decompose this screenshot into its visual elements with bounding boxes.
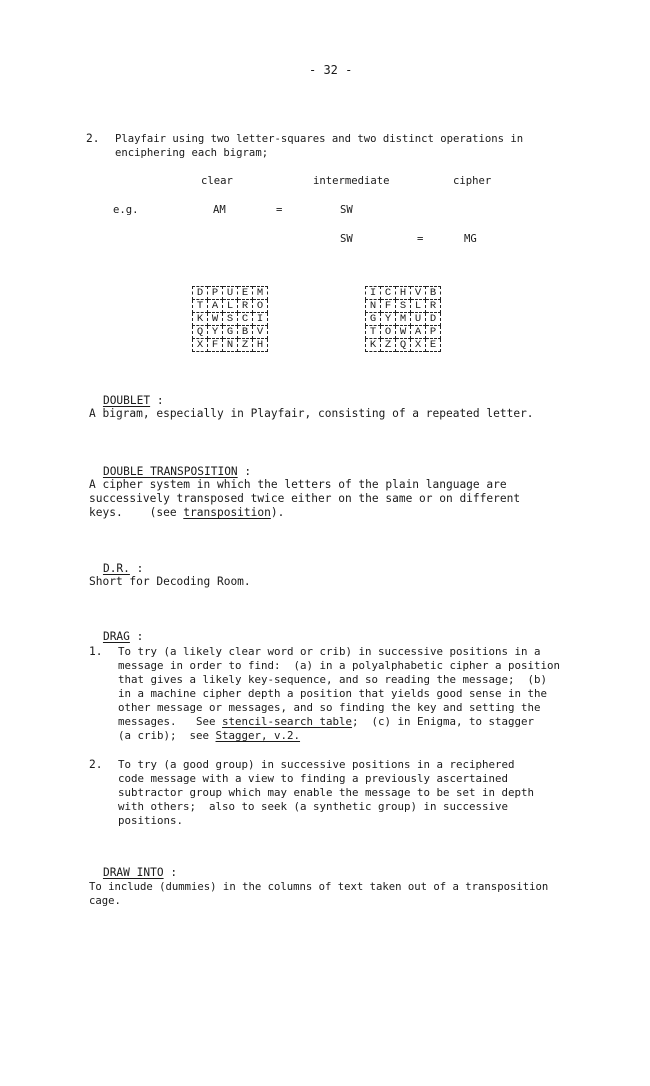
drag-item-1-line-6 (118, 715, 534, 729)
term-colon: : (136, 562, 144, 575)
term-colon: : (156, 394, 164, 407)
square-cell: E (238, 287, 253, 300)
cross-reference-link[interactable]: transposition (183, 506, 271, 519)
definition-line-2: successively transposed twice either on the same or on different (89, 492, 521, 505)
definition-text: Short for Decoding Room. (89, 575, 251, 588)
term-heading: DRAW INTO (102, 866, 164, 879)
square-cell: H (396, 287, 411, 300)
term-heading: DRAG (102, 630, 130, 643)
letter-square-right (365, 286, 441, 352)
term-colon: : (136, 630, 144, 643)
square-cell: L (223, 300, 238, 313)
square-row (366, 339, 441, 352)
square-cell: Q (396, 339, 411, 352)
column-header-cipher: cipher (453, 175, 492, 187)
playfair-line-2: enciphering each bigram; (115, 147, 269, 159)
example-cipher: MG (464, 233, 477, 245)
item-number: 1. (89, 645, 103, 658)
square-cell: Y (381, 313, 396, 326)
square-cell: C (238, 313, 253, 326)
example-intermediate-2: SW (340, 233, 353, 245)
square-row (366, 313, 441, 326)
text-fragment: keys. (see (89, 506, 184, 519)
item-number: 2. (86, 132, 100, 145)
square-cell: W (208, 313, 223, 326)
square-row (366, 287, 441, 300)
square-cell: D (426, 313, 441, 326)
cross-reference-link[interactable]: Stagger, v.2. (215, 729, 301, 742)
square-cell: U (411, 313, 426, 326)
square-cell: A (208, 300, 223, 313)
square-cell: S (396, 300, 411, 313)
square-cell: I (253, 313, 268, 326)
square-cell: P (208, 287, 223, 300)
square-cell: M (396, 313, 411, 326)
square-cell: G (223, 326, 238, 339)
term-colon: : (170, 866, 178, 879)
text-fragment: messages. See (118, 715, 223, 728)
square-cell: X (193, 339, 208, 352)
square-cell: K (366, 339, 381, 352)
definition-line-1: To include (dummies) in the columns of text taken out of a transposition (89, 881, 549, 893)
square-cell: F (208, 339, 223, 352)
square-cell: A (411, 326, 426, 339)
text-fragment: ; (c) in Enigma, to stagger (352, 715, 535, 728)
letter-square-left (192, 286, 268, 352)
square-cell: C (381, 287, 396, 300)
example-equals: = (276, 204, 283, 216)
square-row (193, 339, 268, 352)
drag-item-2-line-1: To try (a good group) in successive positions in a reciphered (118, 758, 515, 771)
square-cell: Z (238, 339, 253, 352)
square-cell: X (411, 339, 426, 352)
definition-text: A bigram, especially in Playfair, consisting of a repeated letter. (89, 407, 534, 420)
example-intermediate: SW (340, 204, 353, 216)
square-cell: T (193, 300, 208, 313)
square-cell: B (426, 287, 441, 300)
definition-line-2: cage. (89, 895, 121, 907)
page-number: - 32 - (309, 63, 353, 77)
playfair-line-1: Playfair using two letter-squares and two distinct operations in (115, 133, 524, 145)
square-cell: U (223, 287, 238, 300)
square-cell: L (411, 300, 426, 313)
drag-item-1-line-3: that gives a likely key-sequence, and so reading the message; (b) (118, 673, 548, 686)
square-cell: S (223, 313, 238, 326)
drag-item-2-line-3: subtractor group which may enable the message to be set in depth (118, 786, 535, 799)
square-cell: Q (193, 326, 208, 339)
example-label: e.g. (113, 204, 139, 216)
drag-item-2-line-2: code message with a view to finding a previously ascertained (118, 772, 509, 785)
square-cell: K (193, 313, 208, 326)
drag-item-1-line-5: other message or messages, and so finding the key and setting the (118, 701, 541, 714)
square-cell: R (238, 300, 253, 313)
text-fragment: (a crib); see (118, 729, 216, 742)
square-cell: N (366, 300, 381, 313)
square-cell: W (396, 326, 411, 339)
definition-line-1: A cipher system in which the letters of the plain language are (89, 478, 507, 491)
square-row (193, 300, 268, 313)
square-row (366, 326, 441, 339)
square-row (193, 313, 268, 326)
column-header-clear: clear (201, 175, 233, 187)
term-heading: DOUBLE TRANSPOSITION (102, 465, 238, 478)
drag-item-1-line-4: in a machine cipher depth a position that yields good sense in the (118, 687, 548, 700)
drag-item-2-line-4: with others; also to seek (a synthetic group) in successive (118, 800, 509, 813)
example-clear: AM (213, 204, 226, 216)
square-cell: R (426, 300, 441, 313)
square-row (193, 287, 268, 300)
drag-item-1-line-7 (118, 729, 300, 743)
square-cell: M (253, 287, 268, 300)
square-cell: I (366, 287, 381, 300)
drag-item-1-line-1: To try (a likely clear word or crib) in successive positions in a (118, 645, 541, 658)
square-cell: F (381, 300, 396, 313)
square-cell: Y (208, 326, 223, 339)
example-equals-2: = (417, 233, 424, 245)
column-header-intermediate: intermediate (313, 175, 390, 187)
square-row (366, 300, 441, 313)
cross-reference-link[interactable]: stencil-search table (222, 715, 353, 728)
drag-item-2-line-5: positions. (118, 814, 184, 827)
square-cell: G (366, 313, 381, 326)
square-cell: T (366, 326, 381, 339)
drag-item-1-line-2: message in order to find: (a) in a polyalphabetic cipher a position (118, 659, 561, 672)
item-number: 2. (89, 758, 103, 771)
square-cell: B (238, 326, 253, 339)
square-cell: V (253, 326, 268, 339)
text-fragment: ). (270, 506, 285, 519)
square-cell: O (381, 326, 396, 339)
square-row (193, 326, 268, 339)
square-cell: P (426, 326, 441, 339)
definition-line-3 (89, 506, 284, 520)
square-cell: Z (381, 339, 396, 352)
square-cell: H (253, 339, 268, 352)
term-colon: : (244, 465, 252, 478)
square-cell: E (426, 339, 441, 352)
square-cell: V (411, 287, 426, 300)
square-cell: D (193, 287, 208, 300)
term-heading: DOUBLET (102, 394, 151, 407)
square-cell: N (223, 339, 238, 352)
square-cell: O (253, 300, 268, 313)
term-heading: D.R. (102, 562, 130, 575)
